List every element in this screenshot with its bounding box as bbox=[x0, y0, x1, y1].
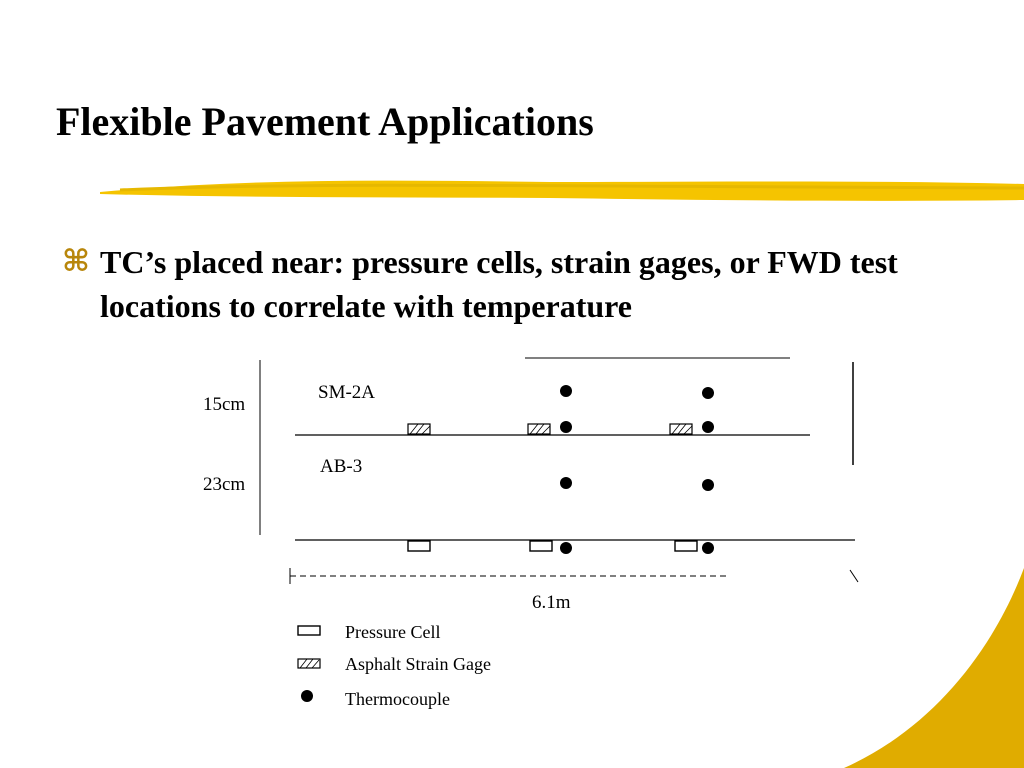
command-key-bullet-icon: ⌘ bbox=[62, 245, 90, 278]
legend-thermocouple-icon bbox=[301, 690, 313, 702]
length-label: 6.1m bbox=[532, 592, 571, 613]
slide-title: Flexible Pavement Applications bbox=[56, 99, 594, 144]
thermocouple-marker bbox=[702, 387, 714, 399]
pressure-cell-marker bbox=[408, 541, 430, 551]
legend-strain-gage-label: Asphalt Strain Gage bbox=[345, 654, 491, 674]
thermocouple-marker bbox=[702, 542, 714, 554]
thermocouple-marker bbox=[702, 479, 714, 491]
bullet-text: TC’s placed near: pressure cells, strain gages, or FWD test locations to correlate with temperature bbox=[100, 244, 898, 324]
thermocouple-marker bbox=[560, 477, 572, 489]
corner-decoration-swoosh bbox=[844, 568, 1024, 768]
layer-label-top: SM-2A bbox=[318, 382, 376, 403]
pressure-cell-marker bbox=[675, 541, 697, 551]
legend-pressure-cell-icon bbox=[298, 626, 320, 635]
legend-thermocouple-label: Thermocouple bbox=[345, 689, 450, 709]
pressure-cell-marker bbox=[530, 541, 552, 551]
thermocouple-marker bbox=[560, 421, 572, 433]
legend-pressure-cell-label: Pressure Cell bbox=[345, 622, 441, 642]
thermocouple-marker bbox=[560, 542, 572, 554]
thermocouple-marker bbox=[702, 421, 714, 433]
layer-label-bottom: AB-3 bbox=[320, 456, 363, 477]
pavement-instrumentation-diagram bbox=[190, 350, 890, 720]
thermocouple-marker bbox=[560, 385, 572, 397]
title-underline-brushstroke bbox=[100, 170, 1024, 210]
bullet-item bbox=[62, 240, 962, 328]
thickness-label-top: 15cm bbox=[203, 394, 246, 415]
thickness-label-bottom: 23cm bbox=[203, 474, 246, 495]
